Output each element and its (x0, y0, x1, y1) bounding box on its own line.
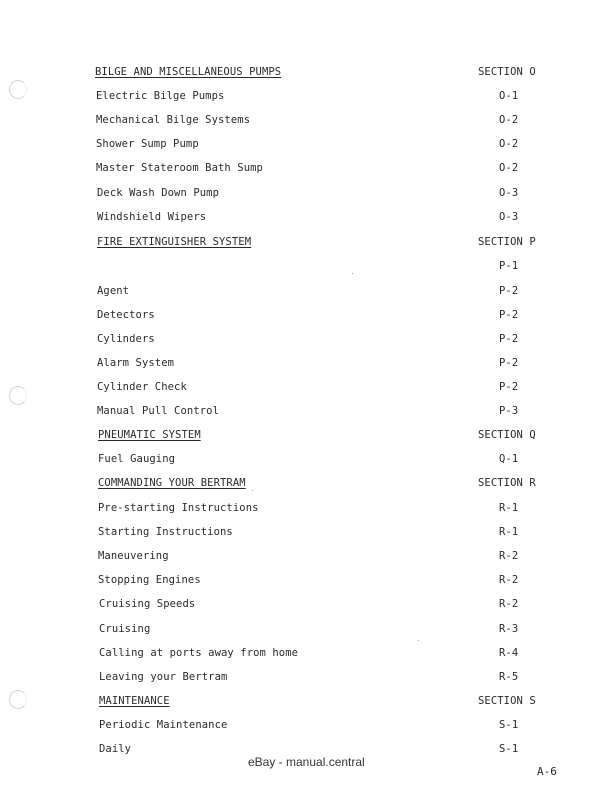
page-ref: P-2 (499, 381, 519, 393)
toc-entry (0, 717, 612, 733)
page-ref: R-3 (499, 623, 519, 635)
page-ref: O-3 (499, 187, 519, 199)
scan-speck (418, 640, 419, 641)
toc-entry (0, 596, 612, 612)
page-ref: O-2 (499, 114, 519, 126)
section-ref: SECTION P (478, 236, 536, 248)
page-ref: P-2 (499, 285, 519, 297)
toc-entry (0, 403, 612, 419)
section-title: BILGE AND MISCELLANEOUS PUMPS (95, 66, 282, 78)
toc-entry (0, 331, 612, 347)
section-ref: SECTION R (478, 477, 536, 489)
toc-entry (0, 524, 612, 540)
entry-title: Cylinders (97, 333, 155, 345)
toc-entry (0, 500, 612, 516)
entry-title: Agent (97, 285, 130, 297)
entry-title: Maneuvering (98, 550, 169, 562)
section-title: FIRE EXTINGUISHER SYSTEM (97, 236, 252, 248)
page-ref: O-1 (499, 90, 519, 102)
entry-title: Stopping Engines (98, 574, 201, 586)
page-ref: O-2 (499, 138, 519, 150)
toc-entry (0, 136, 612, 152)
entry-title: Pre-starting Instructions (98, 502, 259, 514)
toc-entry (0, 185, 612, 201)
toc-section-heading (0, 234, 612, 250)
toc-entry (0, 451, 612, 467)
toc-entry (0, 209, 612, 225)
toc-entry (0, 572, 612, 588)
page-ref: R-1 (499, 502, 519, 514)
toc-entry (0, 307, 612, 323)
entry-title: Mechanical Bilge Systems (96, 114, 251, 126)
page-ref: P-2 (499, 357, 519, 369)
toc-section-heading (0, 427, 612, 443)
page-ref: Q-1 (499, 453, 519, 465)
toc-entry (0, 379, 612, 395)
page-ref: P-2 (499, 333, 519, 345)
page-ref: R-2 (499, 598, 519, 610)
entry-title: Shower Sump Pump (96, 138, 199, 150)
section-title: MAINTENANCE (99, 695, 170, 707)
page-number: A-6 (537, 765, 557, 778)
toc-entry (0, 621, 612, 637)
page-ref: R-2 (499, 550, 519, 562)
toc-section-heading (0, 693, 612, 709)
section-ref: SECTION Q (478, 429, 536, 441)
toc-entry (0, 548, 612, 564)
page-ref: P-2 (499, 309, 519, 321)
toc-entry (0, 283, 612, 299)
page-ref: R-2 (499, 574, 519, 586)
toc-section-heading (0, 64, 612, 80)
page-ref: O-3 (499, 211, 519, 223)
page-ref: R-1 (499, 526, 519, 538)
page-ref: O-2 (499, 162, 519, 174)
entry-title: Windshield Wipers (97, 211, 207, 223)
page-ref: S-1 (499, 719, 519, 731)
page-ref: P-1 (499, 260, 519, 272)
section-title: COMMANDING YOUR BERTRAM (98, 477, 246, 489)
section-ref: SECTION O (478, 66, 536, 78)
toc-entry (0, 645, 612, 661)
entry-title: Leaving your Bertram (99, 671, 228, 683)
entry-title: Electric Bilge Pumps (96, 90, 225, 102)
toc-entry (0, 669, 612, 685)
entry-title: Deck Wash Down Pump (97, 187, 220, 199)
page-ref: R-4 (499, 647, 519, 659)
page-ref: R-5 (499, 671, 519, 683)
toc-entry (0, 258, 612, 274)
entry-title: Periodic Maintenance (99, 719, 228, 731)
watermark: eBay - manual.central (248, 755, 365, 769)
toc-entry (0, 88, 612, 104)
toc-entry (0, 160, 612, 176)
entry-title: Manual Pull Control (97, 405, 220, 417)
entry-title: Cruising Speeds (99, 598, 196, 610)
section-ref: SECTION S (478, 695, 536, 707)
page-ref: S-1 (499, 743, 519, 755)
entry-title: Fuel Gauging (98, 453, 176, 465)
section-title: PNEUMATIC SYSTEM (98, 429, 201, 441)
toc-entry (0, 355, 612, 371)
entry-title: Starting Instructions (98, 526, 233, 538)
toc-section-heading (0, 475, 612, 491)
entry-title: Calling at ports away from home (99, 647, 299, 659)
entry-title: Cruising (99, 623, 151, 635)
entry-title: Alarm System (97, 357, 175, 369)
entry-title: Daily (99, 743, 132, 755)
entry-title: Detectors (97, 309, 155, 321)
toc-entry (0, 112, 612, 128)
entry-title: Master Stateroom Bath Sump (96, 162, 263, 174)
entry-title: Cylinder Check (97, 381, 187, 393)
page-ref: P-3 (499, 405, 519, 417)
